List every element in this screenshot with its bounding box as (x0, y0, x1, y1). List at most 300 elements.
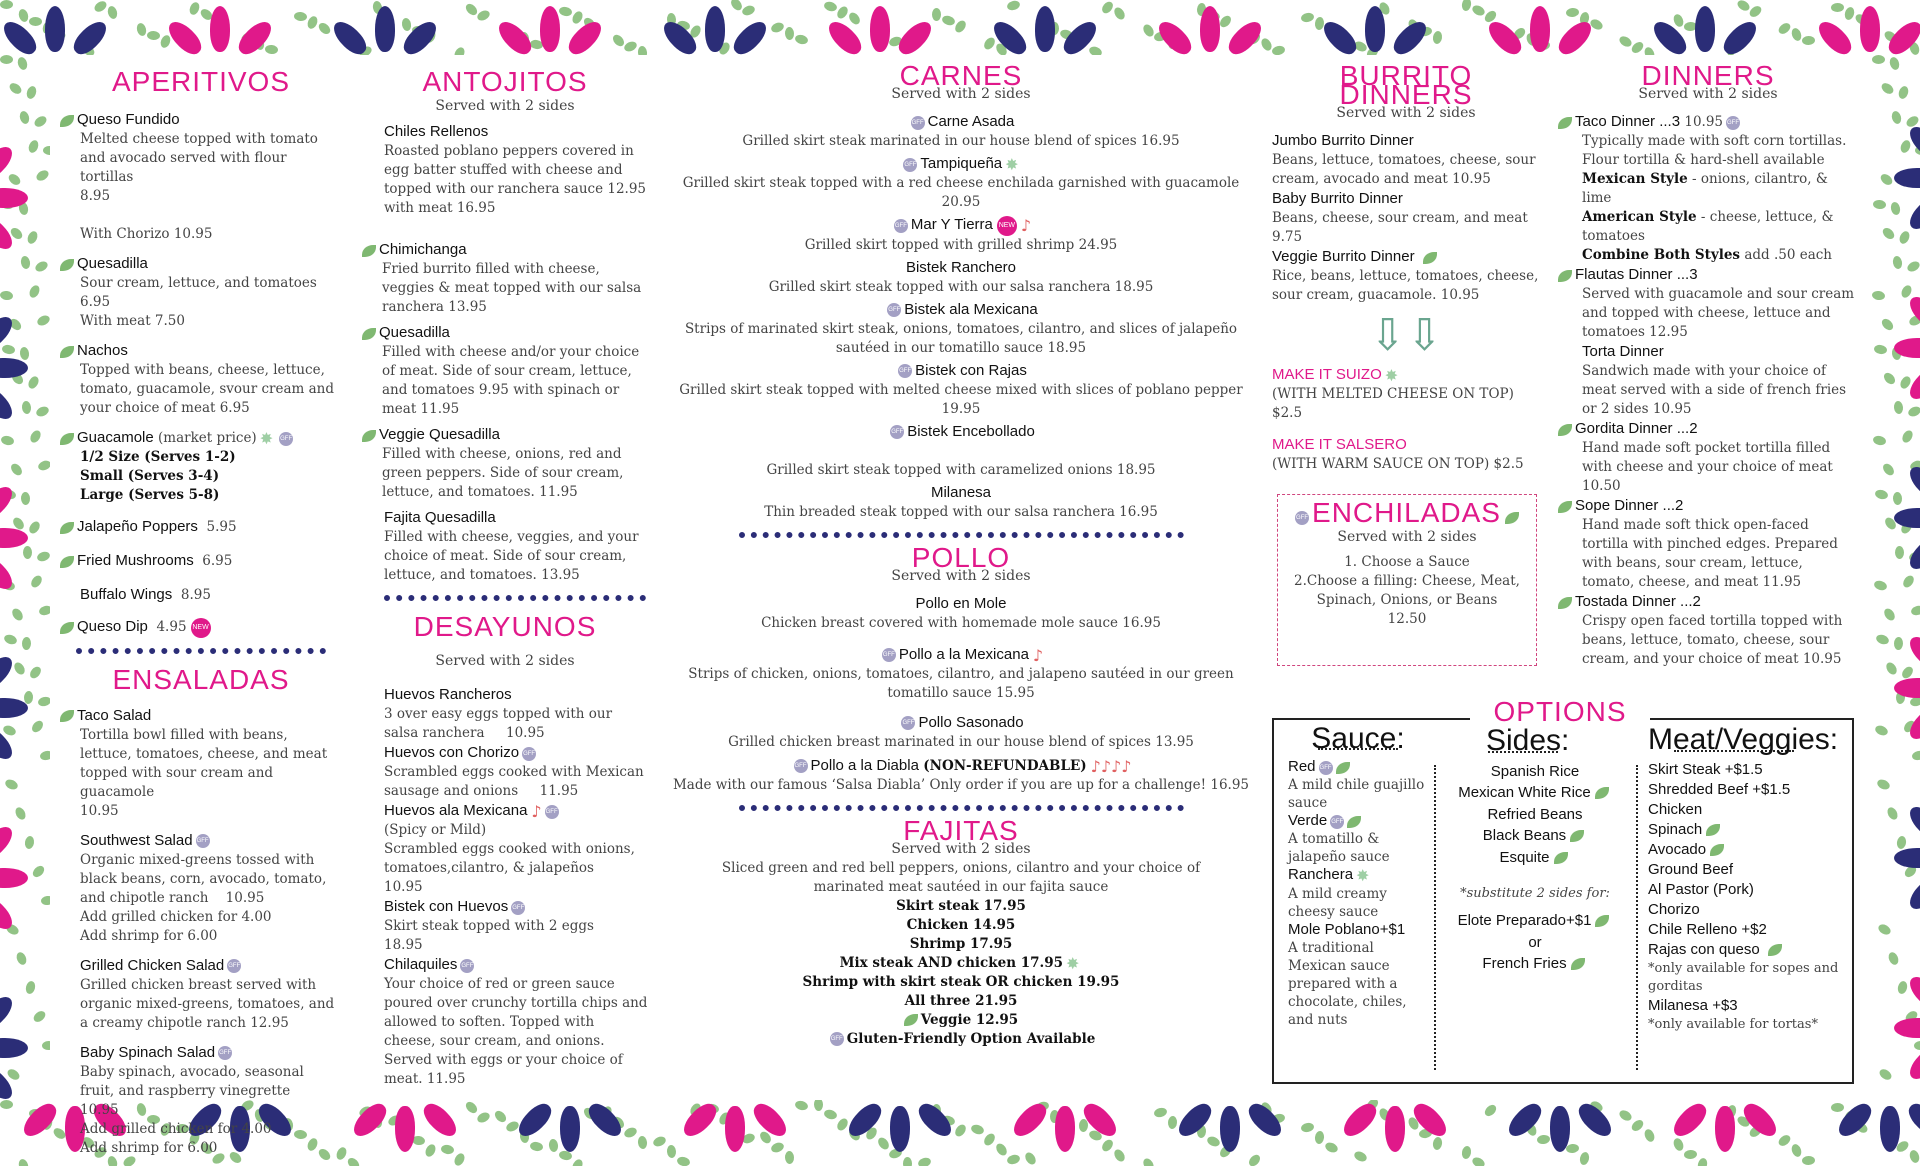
leaf-decoration (1900, 429, 1914, 445)
leaf-decoration (1432, 30, 1443, 44)
vegetarian-leaf-icon (60, 710, 74, 722)
menu-item-jumbo-burrito: Jumbo Burrito Dinner Beans, lettuce, tomatoes, cheese, sour cream, avocado and meat 10.95 (1272, 131, 1540, 189)
menu-item-bistek-mexicana: GFF Bistek ala Mexicana Strips of marinated skirt steak, onions, tomatoes, cilantro, and slices of jalapeño sautéed in our tomatillo sauce 18.95 (665, 300, 1257, 358)
gluten-friendly-icon: GFF (901, 716, 915, 730)
star-icon: ✸ (1066, 954, 1079, 973)
vegetarian-leaf-icon (1558, 117, 1572, 129)
leaf-decoration (1872, 435, 1887, 447)
desayunos-list (362, 685, 648, 1089)
gluten-friendly-icon: GFF (1295, 511, 1309, 525)
leaf-decoration (41, 895, 50, 906)
leaf-decoration (1907, 405, 1920, 419)
vegetarian-leaf-icon (1570, 830, 1584, 842)
leaf-decoration (932, 8, 941, 21)
flower-decoration (1525, 1106, 1595, 1152)
ensaladas-title: ENSALADAS (60, 664, 342, 696)
leaf-decoration (1100, 0, 1115, 15)
gff-note: GFF Gluten-Friendly Option Available (665, 1030, 1257, 1049)
meat-options: Meat/Veggies: Skirt Steak +$1.5 Shredded Beef +$1.5 Chicken Spinach Avocado Ground Beef Al Pastor (Pork) Chorizo Chile Relleno +$2 Rajas con queso *only available for sopes and gorditas Milanesa +$3 *only available for tortas* (1648, 730, 1844, 1034)
leaf-decoration (16, 56, 29, 71)
leaf-decoration (1643, 1128, 1656, 1143)
leaf-decoration (770, 1141, 785, 1154)
leaf-decoration (1802, 1156, 1815, 1165)
leaf-decoration (1880, 317, 1896, 333)
leaf-decoration (982, 1132, 997, 1148)
flower-decoration (515, 6, 585, 52)
menu-item-fajita-quesadilla: Fajita Quesadilla Filled with cheese, veggies, and your choice of meat. Side of sour cream, lettuce, and tomatoes. 13.95 (362, 508, 648, 585)
leaf-decoration (37, 696, 50, 708)
leaf-decoration (453, 1152, 467, 1166)
menu-item-bistek-huevos: Bistek con Huevos GFF Skirt steak topped with 2 eggs 18.95 (384, 897, 648, 955)
leaf-decoration (1900, 284, 1914, 300)
flower-decoration (700, 1106, 770, 1152)
vegetarian-leaf-icon (1558, 424, 1572, 436)
section-divider (76, 648, 326, 654)
flower-decoration (1670, 6, 1740, 52)
options-separator (1434, 765, 1436, 1070)
leaf-decoration (1247, 1153, 1262, 1166)
leaf-decoration (1885, 806, 1899, 822)
leaf-decoration (1471, 1155, 1487, 1166)
leaf-decoration (4, 778, 20, 792)
flower-decoration (370, 1106, 440, 1152)
vegetarian-leaf-icon (362, 245, 376, 257)
menu-item-sope: Sope Dinner ...2 Hand made soft thick open-faced tortilla with pinched edges. Prepared with beans, sour cream, lettuce, tomato, cheese, and meat 11.95 (1558, 496, 1858, 592)
leaf-decoration (1802, 36, 1815, 45)
gluten-friendly-icon: GFF (279, 432, 293, 446)
menu-item-jalapeno-poppers: Jalapeño Poppers 5.95 (60, 517, 342, 537)
menu-item-huevos-rancheros: Huevos Rancheros 3 over easy eggs topped with our salsa ranchera 10.95 (384, 685, 648, 743)
leaf-decoration (1006, 1153, 1021, 1165)
vegetarian-leaf-icon (60, 433, 74, 445)
leaf-decoration (9, 462, 24, 478)
flower-decoration (535, 1106, 605, 1152)
leaf-decoration (1461, 0, 1472, 12)
flower-decoration (1195, 1106, 1265, 1152)
leaf-decoration (1911, 750, 1920, 762)
leaf-decoration (1876, 778, 1892, 792)
side-fries: French Fries (1440, 953, 1630, 975)
menu-item-tampiquena: GFF Tampiqueña ✸ Grilled skirt steak topped with a red cheese enchilada garnished with guacamole 20.95 (665, 154, 1257, 212)
fajitas-title: FAJITAS (665, 821, 1257, 840)
leaf-decoration (1630, 1118, 1646, 1133)
leaf-decoration (1888, 56, 1901, 71)
flower-decoration (1894, 313, 1920, 383)
leaf-decoration (440, 1144, 454, 1155)
leaf-decoration (1643, 46, 1656, 55)
leaf-decoration (37, 459, 50, 472)
menu-item-grilled-chicken-salad: Grilled Chicken Salad GFF Grilled chicken breast served with organic mixed-greens, tomatoes, and a creamy chipotle ranch 12.95 (60, 956, 342, 1033)
chili-pepper-icon: ♪♪♪♪ (1091, 757, 1132, 776)
dinners-title: DINNERS (1558, 66, 1858, 85)
vegetarian-leaf-icon (1554, 852, 1568, 864)
vegetarian-leaf-icon (1595, 787, 1609, 799)
leaf-decoration (1324, 1141, 1340, 1155)
carnes-column (665, 60, 1257, 1049)
leaf-decoration (823, 1108, 838, 1120)
leaf-decoration (770, 21, 785, 34)
leaf-decoration (823, 0, 838, 12)
vegetarian-leaf-icon (1571, 958, 1585, 970)
leaf-decoration (953, 1123, 968, 1139)
star-icon: ✸ (1356, 867, 1369, 885)
leaf-decoration (1831, 1103, 1844, 1112)
leaf-decoration (28, 665, 43, 681)
flower-decoration (0, 673, 28, 743)
menu-item-queso-fundido: Queso Fundido Melted cheese topped with tomato and avocado served with flour tortillas 8.95 With Chorizo 10.95 (60, 110, 342, 244)
chili-pepper-icon: ♪ (1033, 646, 1043, 665)
side-white-rice: Mexican White Rice (1440, 782, 1630, 804)
star-icon: ✸ (260, 429, 273, 448)
sauce-red: Red GFF A mild chile guajillo sauce (1288, 758, 1428, 812)
leaf-decoration (637, 46, 647, 55)
flower-decoration (1690, 1106, 1760, 1152)
leaf-decoration (32, 1009, 48, 1024)
leaf-decoration (26, 375, 40, 391)
sauce-ranchera: Ranchera ✸ A mild creamy cheesy sauce (1288, 866, 1428, 921)
vegetarian-leaf-icon (1558, 597, 1572, 609)
leaf-decoration (1112, 1148, 1127, 1164)
leaf-decoration (814, 1100, 823, 1111)
leaf-decoration (1910, 604, 1920, 616)
fajita-option-veggie: Veggie 12.95 (665, 1011, 1257, 1030)
vegetarian-leaf-icon (1423, 252, 1437, 264)
leaf-decoration (785, 1151, 795, 1164)
leaf-decoration (1879, 172, 1895, 187)
vegetarian-leaf-icon (60, 556, 74, 568)
fajita-option: Chicken 14.95 (665, 916, 1257, 935)
side-elote: Elote Preparado+$1 (1440, 910, 1630, 932)
leaf-decoration (27, 520, 42, 536)
sides-options: Sides: Spanish Rice Mexican White Rice Refried Beans Black Beans Esquite *substitute 2 sides for: Elote Preparado+$1 or French Fries (1440, 730, 1630, 975)
vegetarian-leaf-icon (1347, 816, 1361, 828)
menu-item-baby-spinach-salad: Baby Spinach Salad GFF Baby spinach, avocado, seasonal fruit, and raspberry vinegrette 10.95 Add grilled chicken for 4.00 Add shrimp for 6.00 (60, 1043, 342, 1158)
gluten-friendly-icon: GFF (1726, 116, 1740, 130)
fajita-option: Shrimp 17.95 (665, 935, 1257, 954)
leaf-decoration (676, 1156, 691, 1166)
gluten-friendly-icon: GFF (227, 959, 241, 973)
leaf-decoration (22, 637, 31, 650)
leaf-decoration (1887, 951, 1900, 966)
meat-heading: Meat/Veggies: (1648, 730, 1844, 750)
aperitivos-title: APERITIVOS (60, 66, 342, 98)
leaf-decoration (0, 435, 15, 447)
leaf-decoration (1873, 579, 1888, 592)
menu-item-fried-mushrooms: Fried Mushrooms 6.95 (60, 551, 342, 571)
flower-decoration (1360, 1106, 1430, 1152)
vegetarian-leaf-icon (60, 522, 74, 534)
leaf-decoration (1777, 21, 1793, 36)
leaf-decoration (637, 1136, 647, 1150)
flower-decoration (20, 6, 90, 52)
served-with-sides: Served with 2 sides (665, 840, 1257, 859)
flower-decoration (1894, 653, 1920, 723)
leaf-decoration (1906, 259, 1920, 273)
leaf-decoration (3, 633, 18, 646)
flower-decoration (845, 6, 915, 52)
leaf-decoration (306, 15, 320, 31)
section-divider (739, 532, 1184, 538)
gluten-friendly-icon: GFF (1319, 761, 1333, 775)
flower-decoration (1855, 1106, 1920, 1152)
menu-item-torta: Torta Dinner Sandwich made with your choice of meat served with a side of french fries or 2 sides 10.95 (1558, 342, 1858, 419)
leaf-decoration (1579, 1151, 1591, 1166)
leaf-decoration (1100, 1138, 1115, 1154)
make-it-suizo: MAKE IT SUIZO ✸ (WITH MELTED CHEESE ON TOP) $2.5 (1272, 365, 1540, 423)
leaf-decoration (476, 9, 492, 23)
carnes-title: CARNES (665, 66, 1257, 85)
leaf-decoration (1300, 12, 1314, 23)
leaf-decoration (346, 1156, 362, 1166)
enchiladas-title-row (1278, 497, 1536, 529)
new-badge-icon: NEW (191, 618, 211, 638)
pollo-title: POLLO (665, 548, 1257, 567)
floral-border-left (0, 55, 50, 1100)
leaf-decoration (1672, 1137, 1685, 1152)
star-icon: ✸ (1385, 366, 1398, 385)
vegetarian-leaf-icon (1336, 762, 1350, 774)
leaf-decoration (1168, 1116, 1178, 1130)
floral-border-top (0, 0, 1920, 55)
menu-item-nachos: Nachos Topped with beans, cheese, lettuce, tomato, guacamole, svour cream and your choice of meat 6.95 (60, 341, 342, 418)
leaf-decoration (1300, 1122, 1314, 1133)
leaf-decoration (1153, 1107, 1168, 1119)
vegetarian-leaf-icon (1558, 270, 1572, 282)
leaf-decoration (493, 1109, 509, 1125)
leaf-decoration (1697, 1157, 1709, 1166)
leaf-decoration (18, 110, 30, 125)
leaf-decoration (31, 864, 47, 880)
leaf-decoration (1874, 724, 1889, 737)
leaf-decoration (652, 1135, 667, 1148)
flower-decoration (1894, 993, 1920, 1063)
leaf-decoration (785, 27, 795, 40)
menu-item-taco-dinner: Taco Dinner ...3 10.95 GFF Typically made with soft corn tortillas. Flour tortilla & hard-shell available Mexican Style - onions, cilantro, & lime American Style - cheese, lettuce, & tomatoes Combine Both Styles add .50 each (1558, 112, 1858, 265)
leaf-decoration (25, 85, 38, 100)
menu-item-pollo-diabla: GFF Pollo a la Diabla (NON-REFUNDABLE) ♪♪♪♪ Made with our famous ‘Salsa Diabla’ Only order if you are up for a challenge! 16.95 (665, 756, 1257, 795)
leaf-decoration (34, 259, 50, 273)
leaf-decoration (39, 750, 50, 762)
menu-item-chilaquiles: Chilaquiles GFF Your choice of red or green sauce poured over crunchy tortilla chips and allowed to soften. Topped with cheese, sour cream, and onions. Served with eggs or your choice of meat. 11.95 (384, 955, 648, 1089)
leaf-decoration (294, 11, 308, 21)
leaf-decoration (1023, 1151, 1038, 1166)
leaf-decoration (93, 0, 109, 14)
flower-decoration (185, 6, 255, 52)
leaf-decoration (36, 314, 50, 328)
leaf-decoration (0, 1100, 13, 1109)
new-badge-icon: NEW (997, 216, 1017, 236)
leaf-decoration (1890, 110, 1902, 125)
leaf-decoration (30, 719, 45, 735)
menu-item-veggie-burrito: Veggie Burrito Dinner Rice, beans, lettuce, tomatoes, cheese, sour cream, guacamole. 10.95 (1272, 247, 1540, 305)
gluten-friendly-icon: GFF (794, 759, 808, 773)
flower-decoration (0, 843, 28, 913)
leaf-decoration (1618, 1108, 1634, 1122)
sauce-heading: Sauce: (1288, 730, 1428, 748)
flower-decoration (1894, 823, 1920, 893)
leaf-decoration (953, 19, 968, 35)
leaf-decoration (10, 607, 25, 623)
section-divider (384, 595, 646, 601)
leaf-decoration (1790, 1143, 1803, 1158)
menu-item-huevos-chorizo: Huevos con Chorizo GFF Scrambled eggs cooked with Mexican sausage and onions 11.95 (384, 743, 648, 801)
menu-item-quesadilla: Quesadilla Filled with cheese and/or your choice of meat. Side of sour cream, lettuce, and tomatoes 9.95 with spinach or meat 11.95 (362, 323, 648, 419)
leaf-decoration (1881, 462, 1896, 478)
served-with-sides: Served with 2 sides (362, 98, 648, 114)
leaf-decoration (666, 1145, 676, 1159)
gluten-friendly-icon: GFF (218, 1046, 232, 1060)
leaf-decoration (317, 21, 333, 36)
menu-item-pollo-sasonado: GFF Pollo Sasonado Grilled chicken breast marinated in our house blend of spices 13.95 (665, 713, 1257, 752)
gluten-friendly-icon: GFF (894, 219, 908, 233)
vegetarian-leaf-icon (1558, 501, 1572, 513)
sides-heading: Sides: (1440, 730, 1630, 751)
leaf-decoration (38, 604, 50, 616)
vegetarian-leaf-icon (904, 1014, 918, 1026)
leaf-decoration (29, 574, 44, 590)
vegetarian-leaf-icon (1595, 915, 1609, 927)
flower-decoration (0, 163, 28, 233)
flower-decoration (0, 1013, 28, 1083)
leaf-decoration (1875, 633, 1890, 646)
make-it-salsero: MAKE IT SALSERO (WITH WARM SAUCE ON TOP) $2.5 (1272, 435, 1540, 474)
leaf-decoration (903, 1157, 912, 1166)
leaf-decoration (0, 0, 13, 9)
leaf-decoration (33, 114, 49, 129)
fajita-option: Shrimp with skirt steak OR chicken 19.95 (665, 973, 1257, 992)
flower-decoration (0, 333, 28, 403)
leaf-decoration (36, 550, 50, 563)
menu-item-bistek-rajas: GFF Bistek con Rajas Grilled skirt steak topped with melted cheese mixed with slices of poblano pepper 19.95 (665, 361, 1257, 419)
leaf-decoration (1880, 81, 1896, 96)
menu-item-pollo-mole: Pollo en Mole Chicken breast covered with homemade mole sauce 16.95 (665, 594, 1257, 633)
flower-decoration (350, 6, 420, 52)
leaf-decoration (1088, 45, 1103, 55)
menu-item-taco-salad: Taco Salad Tortilla bowl filled with beans, lettuce, tomatoes, cheese, and meat topped with sour cream and guacamole 10.95 (60, 706, 342, 821)
flower-decoration (1505, 6, 1575, 52)
leaf-decoration (794, 33, 809, 45)
meat-avocado: Avocado (1648, 840, 1844, 860)
leaf-decoration (453, 46, 467, 55)
menu-item-mar-y-tierra: GFF Mar Y Tierra NEW ♪ Grilled skirt topped with grilled shrimp 24.95 (665, 215, 1257, 255)
leaf-decoration (1893, 401, 1903, 415)
desayunos-title: DESAYUNOS (362, 611, 648, 643)
leaf-decoration (1630, 40, 1646, 55)
leaf-decoration (15, 951, 28, 966)
chili-pepper-icon: ♪ (1021, 216, 1031, 235)
meat-rajas: Rajas con queso (1648, 940, 1844, 960)
side-esquite: Esquite (1440, 847, 1630, 869)
gluten-friendly-icon: GFF (887, 303, 901, 317)
leaf-decoration (265, 44, 279, 54)
menu-item-tostada: Tostada Dinner ...2 Crispy open faced tortilla topped with beans, lettuce, tomato, cheese, sour cream, and your choice of meat 10.95 (1558, 592, 1858, 669)
substitute-note: *substitute 2 sides for: (1440, 883, 1630, 904)
leaf-decoration (794, 1100, 809, 1112)
antojitos-title: ANTOJITOS (362, 66, 648, 98)
fajita-option-mix: Mix steak AND chicken 17.95 ✸ (665, 954, 1257, 973)
burrito-column (1272, 60, 1540, 474)
options-title: OPTIONS (1470, 696, 1650, 728)
leaf-decoration (17, 1158, 29, 1166)
menu-item-southwest-salad: Southwest Salad GFF Organic mixed-greens tossed with black beans, corn, avocado, tomato, and chipotle ranch 10.95 Add grilled chicken for 4.00 Add shrimp for 6.00 (60, 831, 342, 946)
aperitivos-column (60, 60, 342, 1168)
menu-item-baby-burrito: Baby Burrito Dinner Beans, cheese, sour cream, and meat 9.75 (1272, 189, 1540, 247)
served-with-sides: Served with 2 sides (362, 653, 648, 669)
leaf-decoration (135, 22, 147, 37)
sauce-options (1288, 730, 1428, 1029)
leaf-decoration (1877, 922, 1893, 936)
vegetarian-leaf-icon (1706, 824, 1720, 836)
vegetarian-leaf-icon (1710, 844, 1724, 856)
leaf-decoration (1894, 637, 1903, 650)
served-with-sides: Served with 2 sides (665, 85, 1257, 104)
gluten-friendly-icon: GFF (898, 364, 912, 378)
leaf-decoration (20, 255, 31, 269)
flower-decoration (680, 6, 750, 52)
gluten-friendly-icon: GFF (1330, 815, 1344, 829)
leaf-decoration (25, 980, 37, 995)
chili-pepper-icon: ♪ (531, 802, 541, 821)
gluten-friendly-icon: GFF (890, 425, 904, 439)
leaf-decoration (28, 284, 42, 300)
menu-item-carne-asada: GFF Carne Asada Grilled skirt steak marinated in our house blend of spices 16.95 (665, 112, 1257, 151)
menu-item-bistek-encebollado: GFF Bistek Encebollado Grilled skirt steak topped with caramelized onions 18.95 (665, 422, 1257, 480)
vegetarian-leaf-icon (60, 115, 74, 127)
served-with-sides: Served with 2 sides (1278, 529, 1536, 545)
leaf-decoration (464, 1100, 480, 1115)
side-black-beans: Black Beans (1440, 825, 1630, 847)
leaf-decoration (1901, 574, 1916, 590)
flower-decoration (1030, 1106, 1100, 1152)
leaf-decoration (1432, 1136, 1443, 1150)
menu-item-chimichanga: Chimichanga Fried burrito filled with cheese, veggies & meat topped with our salsa ranchera 13.95 (362, 240, 648, 317)
leaf-decoration (970, 1123, 985, 1136)
menu-item-quesadilla-app: Quesadilla Sour cream, lettuce, and tomatoes 6.95 With meat 7.50 (60, 254, 342, 331)
leaf-decoration (1892, 255, 1903, 269)
sauce-verde: Verde GFF A tomatillo & jalapeño sauce (1288, 812, 1428, 866)
gluten-friendly-icon: GFF (196, 834, 210, 848)
leaf-decoration (570, 1158, 584, 1166)
menu-item-bistek-ranchero: Bistek Ranchero Grilled skirt steak topped with our salsa ranchera 18.95 (665, 258, 1257, 297)
flower-decoration (1894, 143, 1920, 213)
vegetarian-leaf-icon (1768, 944, 1782, 956)
burrito-title: BURRITO DINNERS (1272, 66, 1540, 104)
gluten-friendly-icon: GFF (830, 1032, 844, 1046)
leaf-decoration (623, 40, 639, 54)
leaf-decoration (1873, 199, 1887, 209)
leaf-decoration (994, 1142, 1009, 1158)
leaf-decoration (1872, 55, 1885, 64)
options-separator (1636, 765, 1638, 1070)
leaf-decoration (1112, 6, 1127, 22)
enchiladas-steps: 1. Choose a Sauce 2.Choose a filling: Cheese, Meat, Spinach, Onions, or Beans 12.50 (1278, 553, 1536, 629)
leaf-decoration (1878, 1067, 1894, 1082)
leaf-decoration (13, 806, 27, 822)
enchiladas-box (1277, 494, 1537, 666)
vegetarian-leaf-icon (362, 328, 376, 340)
star-icon: ✸ (1005, 155, 1018, 174)
menu-item-gordita: Gordita Dinner ...2 Hand made soft pocket tortilla filled with cheese and your choice of meat 10.50 (1558, 419, 1858, 496)
menu-item-pollo-mexicana: GFF Pollo a la Mexicana ♪ Strips of chicken, onions, tomatoes, cilantro, and jalapeno sautéed in our green tomatillo sauce 15.95 (665, 645, 1257, 703)
leaf-decoration (941, 14, 956, 27)
enchiladas-title: ENCHILADAS (1312, 497, 1501, 528)
leaf-decoration (1898, 230, 1912, 246)
gluten-friendly-icon: GFF (911, 116, 925, 130)
antojitos-column (362, 60, 648, 1089)
section-divider (739, 805, 1184, 811)
floral-border-right (1872, 55, 1920, 1100)
leaf-decoration (1141, 1157, 1156, 1166)
